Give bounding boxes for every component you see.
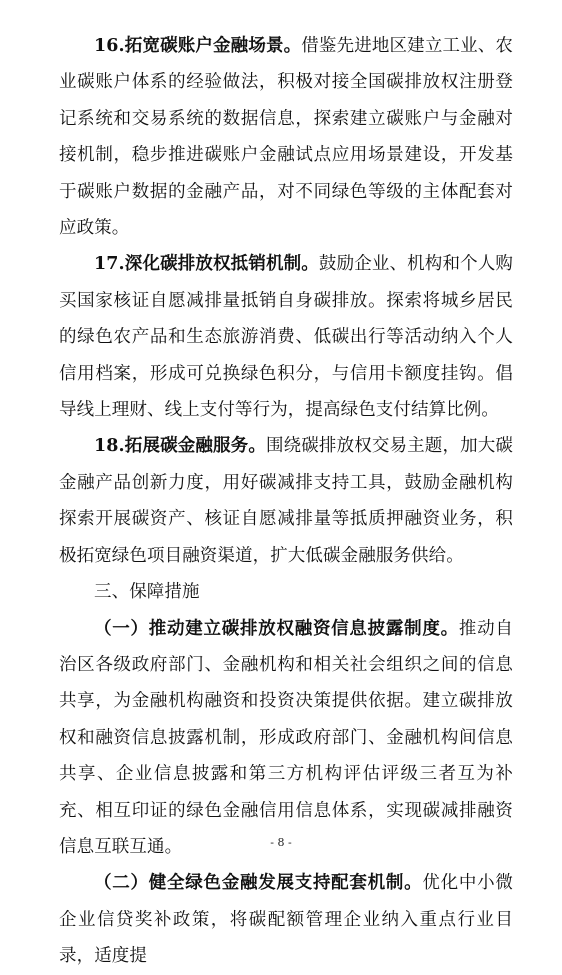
measure-paragraph-1 — [59, 611, 513, 866]
measure-text: 优化中小微企业信贷奖补政策，将碳配额管理企业纳入重点行业目录，适度提 — [59, 873, 514, 967]
section-title: 三、保障措施 — [94, 582, 200, 603]
paragraph-text: 借鉴先进地区建立工业、农业碳账户体系的经验做法，积极对接全国碳排放权注册登记系统和交易系统的数据信息，探索建立碳账户与金融对接机制，稳步推进碳账户金融试点应用场景建设，开发基于碳账户数据的金融产品，对不同绿色等级的主体配套对应政策。 — [59, 36, 514, 239]
paragraph-text: 围绕碳排放权交易主题，加大碳金融产品创新力度，用好碳减排支持工具，鼓励金融机构探索开展碳资产、核证自愿减排量等抵质押融资业务，积极拓宽绿色项目融资渠道，扩大低碳金融服务供给。 — [59, 436, 514, 566]
document-body — [59, 28, 513, 975]
paragraph-heading: 17.深化碳排放权抵销机制。 — [94, 254, 319, 275]
paragraph-16 — [59, 28, 513, 246]
measure-heading: （二）健全绿色金融发展支持配套机制。 — [94, 873, 423, 894]
paragraph-17 — [59, 246, 513, 428]
paragraph-text: 鼓励企业、机构和个人购买国家核证自愿减排量抵销自身碳排放。探索将城乡居民的绿色农产品和生态旅游消费、低碳出行等活动纳入个人信用档案，形成可兑换绿色积分，与信用卡额度挂钩。倡导线上理财、线上支付等行为，提高绿色支付结算比例。 — [59, 254, 513, 421]
paragraph-heading: 18.拓展碳金融服务。 — [94, 436, 266, 457]
measure-text: 推动自治区各级政府部门、金融机构和相关社会组织之间的信息共享，为金融机构融资和投资决策提供依据。建立碳排放权和融资信息披露机制，形成政府部门、金融机构间信息共享、企业信息披露和第三方机构评估评级三者互为补充、相互印证的绿色金融信用信息体系，实现碳减排融资信息互联互通。 — [59, 618, 513, 857]
page-number: - 8 - — [270, 836, 292, 849]
measure-heading: （一）推动建立碳排放权融资信息披露制度。 — [94, 618, 459, 639]
paragraph-heading: 16.拓宽碳账户金融场景。 — [94, 36, 302, 56]
paragraph-18 — [59, 428, 513, 574]
measure-paragraph-2 — [59, 865, 513, 974]
